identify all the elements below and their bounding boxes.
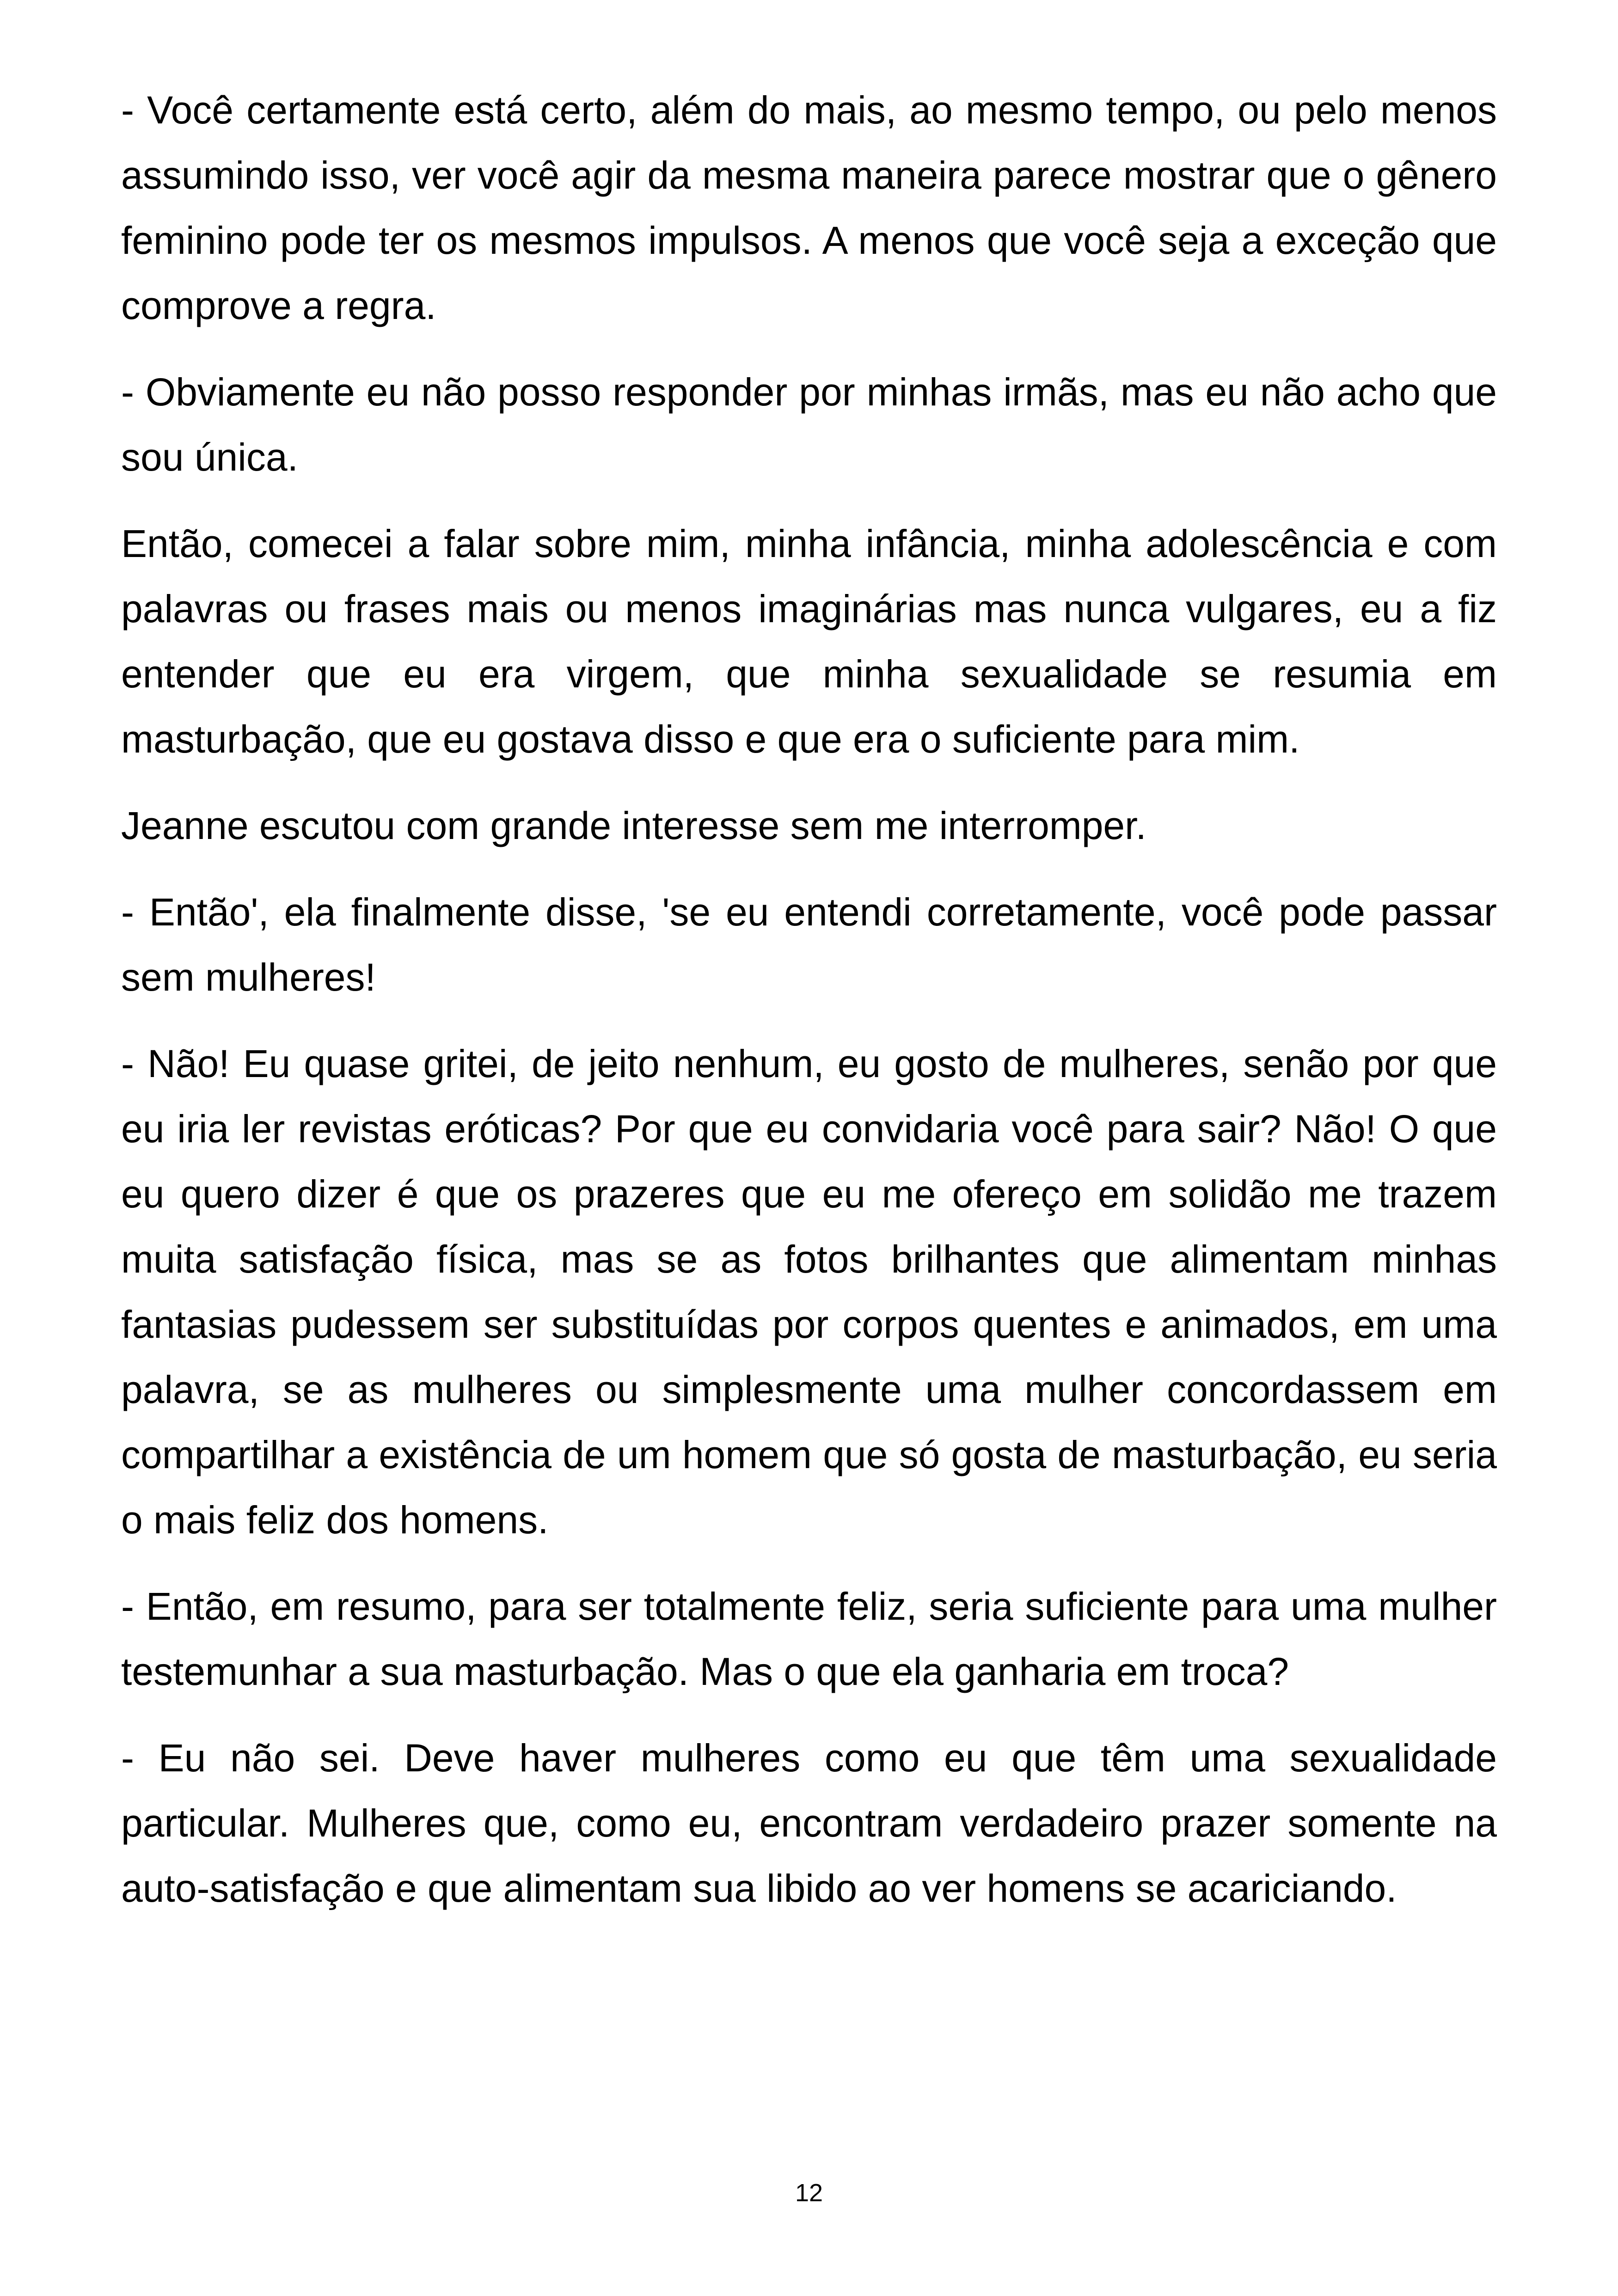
paragraph: Jeanne escutou com grande interesse sem me interromper. (121, 804, 1146, 847)
paragraph: - Então, em resumo, para ser totalmente feliz, seria suficiente para uma mulher testemunhar a sua masturbação. Mas o que ela ganharia em troca? (121, 1585, 1497, 1693)
paragraph: Então, comecei a falar sobre mim, minha infância, minha adolescência e com palavras ou frases mais ou menos imaginárias mas nunca vulgares, eu a fiz entender que eu era virgem, que minha sexualidade se resumia em masturbação, que eu gostava disso e que era o suficiente para mim. (121, 522, 1497, 761)
paragraph: - Obviamente eu não posso responder por minhas irmãs, mas eu não acho que sou única. (121, 370, 1497, 479)
paragraph: - Você certamente está certo, além do mais, ao mesmo tempo, ou pelo menos assumindo isso, ver você agir da mesma maneira parece mostrar que o gênero feminino pode ter os mesmos impulsos. A menos que você seja a exceção que comprove a regra. (121, 88, 1497, 327)
paragraph: - Então', ela finalmente disse, 'se eu entendi corretamente, você pode passar sem mulheres! (121, 890, 1497, 999)
paragraph: - Não! Eu quase gritei, de jeito nenhum, eu gosto de mulheres, senão por que eu iria ler revistas eróticas? Por que eu convidaria você para sair? Não! O que eu quero dizer é que os prazeres que eu me ofereço em solidão me trazem muita satisfação física, mas se as fotos brilhantes que alimentam minhas fantasias pudessem ser substituídas por corpos quentes e animados, em uma palavra, se as mulheres ou simplesmente uma mulher concordassem em compartilhar a existência de um homem que só gosta de masturbação, eu seria o mais feliz dos homens. (121, 1042, 1497, 1542)
paragraph: - Eu não sei. Deve haver mulheres como eu que têm uma sexualidade particular. Mulheres que, como eu, encontram verdadeiro prazer somente na auto-satisfação e que alimentam sua libido ao ver homens se acariciando. (121, 1736, 1497, 1910)
body-text (121, 78, 1497, 1942)
page-number: 12 (795, 2179, 823, 2207)
